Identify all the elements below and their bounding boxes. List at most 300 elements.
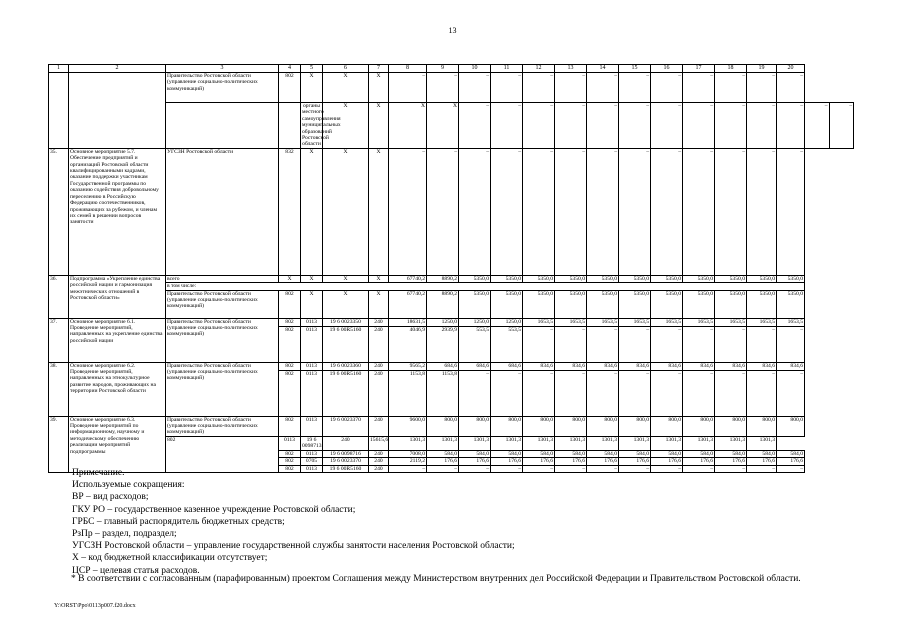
- column-number-16: 16: [651, 65, 683, 73]
- cell-csr-code: 19 6 00R5160: [323, 370, 369, 416]
- cell-year-2030: 1653,5: [777, 318, 805, 326]
- cell-year-2023: 5350,0: [555, 275, 587, 282]
- cell-year-2027: –: [683, 148, 715, 275]
- cell-year-2024: 176,6: [587, 458, 619, 465]
- cell-year-2027: 584,0: [683, 450, 715, 457]
- footnote: * В соответствии с согласованным (парафированным) проектом Соглашения между Министерством внутренних дел Российской Федерации и Правительством Ростовской области.: [71, 574, 801, 584]
- header-row: [49, 65, 854, 73]
- cell-year-2020: 584,0: [459, 450, 491, 457]
- cell-year-2025: 800,0: [619, 416, 651, 436]
- table-row: [49, 290, 854, 318]
- cell-row-number: 39.: [49, 416, 69, 472]
- cell-year-2024: 5350,0: [587, 275, 619, 282]
- cell-vr-code: 240: [369, 458, 389, 465]
- column-number-8: 8: [389, 65, 427, 73]
- cell-year-2022: 834,6: [523, 362, 555, 370]
- cell-year-2026: 1653,5: [651, 318, 683, 326]
- cell-year-2019: –: [427, 73, 459, 103]
- cell-year-2025: 584,0: [619, 450, 651, 457]
- cell-year-2021: 684,6: [491, 362, 523, 370]
- cell-year-2026: 834,6: [651, 362, 683, 370]
- cell-year-2026: 584,0: [651, 450, 683, 457]
- cell-total: 9565,2: [389, 362, 427, 370]
- column-number-12: 12: [523, 65, 555, 73]
- cell-year-2024: 584,0: [587, 450, 619, 457]
- column-number-1: 1: [49, 65, 69, 73]
- cell-value: –: [829, 103, 854, 149]
- cell-year-2026: 800,0: [651, 416, 683, 436]
- cell-year-2027: –: [683, 103, 715, 149]
- cell-rzpr-code: X: [301, 275, 323, 282]
- cell-year-2023: 1301,3: [555, 436, 587, 450]
- cell-year-2022: –: [523, 73, 555, 103]
- cell-total: 2119,2: [389, 458, 427, 465]
- cell-measure-name: Основное мероприятие 5.7. Обеспечение предприятий и организаций Ростовской области квалифицированными кадрами, оказание поддержки участникам Государственной программы по оказанию содействия добровольному переселению в Российскую Федерацию соотечественников, проживающих за рубежом, и членам их семей в решении вопросов занятости: [69, 148, 166, 275]
- cell-csr-code: X: [323, 290, 369, 318]
- cell-year-2029: 584,0: [747, 450, 777, 457]
- budget-table: [48, 64, 854, 473]
- column-number-7: 7: [369, 65, 389, 73]
- cell-year-2030: 800,0: [777, 416, 805, 436]
- cell-total: 67740,2: [389, 275, 427, 282]
- cell-csr-code: X: [323, 103, 369, 149]
- notes-title: Примечание.: [72, 468, 125, 478]
- notes-line: ЦСР – целевая статья расходов.: [72, 565, 200, 576]
- notes-line: РзПр – раздел, подраздел;: [72, 529, 177, 540]
- cell-year-2024: –: [587, 103, 619, 149]
- cell-year-2028: 5350,0: [715, 290, 747, 318]
- cell-year-2020: –: [459, 103, 491, 149]
- cell-year-2026: –: [651, 103, 683, 149]
- table-row: [49, 436, 854, 450]
- cell-year-2019: 584,0: [427, 450, 459, 457]
- cell-year-2030: 584,0: [777, 450, 805, 457]
- cell-grbs-code: 802: [279, 458, 301, 465]
- cell-year-2021: –: [491, 148, 523, 275]
- column-number-6: 6: [323, 65, 369, 73]
- column-number-3: 3: [166, 65, 279, 73]
- cell-rzpr-code: 0113: [301, 326, 323, 362]
- cell-measure-name: Подпрограмма «Укрепление единства российской нации и гармонизация межэтнических отношений в Ростовской области»: [69, 275, 166, 318]
- table-body: [49, 65, 854, 473]
- column-number-5: 5: [301, 65, 323, 73]
- cell-year-2020: 5350,0: [459, 290, 491, 318]
- cell-row-number: 36.: [49, 275, 69, 318]
- cell-year-2030: –: [777, 73, 805, 103]
- table-row: [49, 362, 854, 370]
- cell-csr-code: 19 6 0023370: [323, 458, 369, 465]
- cell-year-2028: –: [715, 326, 747, 362]
- cell-csr-code: 19 6 0023370: [323, 416, 369, 436]
- cell-year-2028: –: [715, 103, 747, 149]
- cell-rzpr-code: 0113: [301, 465, 323, 472]
- column-number-15: 15: [619, 65, 651, 73]
- cell-year-2020: 1301,3: [459, 436, 491, 450]
- cell-row-number: 38.: [49, 362, 69, 416]
- cell-year-2030: 834,6: [777, 362, 805, 370]
- cell-year-2030: –: [777, 148, 805, 275]
- table-row: [49, 416, 854, 436]
- cell-grbs-code: [279, 103, 301, 149]
- cell-year-2020: 553,5: [459, 326, 491, 362]
- column-number-11: 11: [491, 65, 523, 73]
- cell-year-2026: –: [651, 465, 683, 472]
- cell-year-2025: –: [619, 103, 651, 149]
- cell-year-2025: –: [619, 326, 651, 362]
- cell-csr-code: X: [323, 73, 369, 103]
- notes-line: ГРБС – главный распорядитель бюджетных средств;: [72, 516, 285, 527]
- cell-year-2021: 176,6: [491, 458, 523, 465]
- cell-year-2028: 176,6: [715, 458, 747, 465]
- cell-year-2019: X: [427, 103, 459, 149]
- cell-year-2029: –: [747, 148, 777, 275]
- cell-total: 67740,2: [389, 290, 427, 318]
- table-row: [49, 318, 854, 326]
- cell-total: –: [389, 465, 427, 472]
- cell-year-2029: 5350,0: [747, 275, 777, 282]
- cell-year-2022: –: [523, 370, 555, 416]
- cell-year-2026: 5350,0: [651, 290, 683, 318]
- cell-total: 4046,9: [389, 326, 427, 362]
- cell-year-2030: 5350,0: [777, 290, 805, 318]
- cell-rzpr-code: органы местного самоуправления муниципальных образований Ростовской области: [302, 103, 341, 148]
- cell-year-2019: 1153,8: [427, 370, 459, 416]
- cell-year-2028: 800,0: [715, 416, 747, 436]
- cell-year-2027: –: [683, 73, 715, 103]
- cell-year-2025: –: [619, 370, 651, 416]
- cell-year-2023: –: [555, 103, 587, 149]
- cell-year-2021: 553,5: [491, 326, 523, 362]
- cell-total: –: [389, 73, 427, 103]
- cell-vr-code: 240: [369, 465, 389, 472]
- cell-year-2021: 5350,0: [491, 290, 523, 318]
- cell-csr-code: 19 6 0098716: [323, 450, 369, 457]
- cell-year-2024: 1653,5: [587, 318, 619, 326]
- cell-grbs-code: 802: [279, 290, 301, 318]
- cell-year-2024: –: [587, 148, 619, 275]
- column-number-13: 13: [555, 65, 587, 73]
- cell-year-2019: –: [427, 148, 459, 275]
- cell-executor: УГСЗН Ростовской области: [166, 148, 279, 275]
- cell-year-2028: –: [715, 73, 747, 103]
- cell-grbs-code: 802: [279, 465, 301, 472]
- cell-executor: Правительство Ростовской области (управление социально-политических коммуникаций): [166, 318, 279, 362]
- cell-year-2028: 834,6: [715, 362, 747, 370]
- cell-csr-code: 19 6 00R5160: [323, 326, 369, 362]
- cell-year-2027: 1301,3: [683, 436, 715, 450]
- cell-vr-code: 240: [369, 326, 389, 362]
- cell-csr-code: 19 6 0023350: [323, 318, 369, 326]
- cell-year-2025: 1653,5: [619, 318, 651, 326]
- cell-year-2019: –: [427, 465, 459, 472]
- cell-grbs-code: 832: [279, 148, 301, 275]
- cell-year-2027: –: [683, 326, 715, 362]
- cell-year-2022: 1653,5: [523, 318, 555, 326]
- cell-year-2022: 176,6: [523, 458, 555, 465]
- cell-year-2025: –: [619, 73, 651, 103]
- cell-year-2024: –: [587, 370, 619, 416]
- cell-year-2024: 834,6: [587, 362, 619, 370]
- cell-year-2022: 800,0: [523, 416, 555, 436]
- cell-year-2019: 800,0: [427, 416, 459, 436]
- cell-executor: Правительство Ростовской области (управление социально-политических коммуникаций): [166, 416, 279, 436]
- cell-rzpr-code: 19 6 0098713: [302, 436, 322, 450]
- cell-rzpr-code: X: [301, 73, 323, 103]
- cell-year-2021: 584,0: [491, 450, 523, 457]
- cell-year-2021: 1301,3: [491, 436, 523, 450]
- cell-year-2027: 176,6: [683, 458, 715, 465]
- cell-vr-code: X: [369, 275, 389, 282]
- table-row: [49, 275, 854, 282]
- cell-year-2024: 1301,3: [587, 436, 619, 450]
- cell-year-2026: 176,6: [651, 458, 683, 465]
- cell-year-2019: 176,6: [427, 458, 459, 465]
- cell-year-2020: 800,0: [459, 416, 491, 436]
- cell-csr-code: X: [323, 275, 369, 282]
- page-number: 13: [448, 26, 457, 35]
- cell-executor: Правительство Ростовской области (управление социально-политических коммуникаций): [166, 290, 279, 318]
- notes-block: [72, 467, 515, 577]
- cell-year-2022: 584,0: [523, 450, 555, 457]
- cell-year-2030: 176,6: [777, 458, 805, 465]
- cell-year-2024: 5350,0: [587, 290, 619, 318]
- cell-year-2019: 1250,0: [427, 318, 459, 326]
- cell-year-2029: 176,6: [747, 458, 777, 465]
- cell-year-2029: 834,6: [747, 362, 777, 370]
- cell-year-2027: –: [683, 465, 715, 472]
- column-number-2: 2: [69, 65, 166, 73]
- cell-year-2019: 8890,2: [427, 275, 459, 282]
- cell-year-2029: 1301,3: [747, 436, 777, 450]
- cell-year-2027: 800,0: [683, 416, 715, 436]
- cell-executor: Правительство Ростовской области (управление социально-политических коммуникаций): [166, 362, 279, 416]
- cell-rzpr-code: X: [301, 290, 323, 318]
- cell-grbs-code: 802: [279, 73, 301, 103]
- column-number-14: 14: [587, 65, 619, 73]
- cell-year-2027: 5350,0: [683, 275, 715, 282]
- cell-year-2023: 176,6: [555, 458, 587, 465]
- cell-value: –: [805, 103, 830, 149]
- cell-year-2020: 176,6: [459, 458, 491, 465]
- cell-year-2026: 5350,0: [651, 275, 683, 282]
- cell-year-2020: 684,6: [459, 362, 491, 370]
- cell-year-2025: 834,6: [619, 362, 651, 370]
- cell-year-2024: –: [587, 465, 619, 472]
- cell-grbs-code: 0113: [279, 436, 301, 450]
- cell-year-2026: 1301,3: [651, 436, 683, 450]
- cell-year-2027: 1653,5: [683, 318, 715, 326]
- cell-year-2027: –: [683, 370, 715, 416]
- file-path: Y:\ORST\Ppo\0113p007.f20.docx: [54, 603, 136, 609]
- cell-vr-code: 240: [369, 362, 389, 370]
- cell-year-2026: –: [651, 370, 683, 416]
- cell-year-2029: –: [747, 73, 777, 103]
- cell-rzpr-code: 0705: [301, 458, 323, 465]
- cell-csr-code: X: [323, 148, 369, 275]
- cell-year-2023: –: [555, 326, 587, 362]
- cell-row-number: [49, 73, 69, 149]
- cell-measure-name: [69, 73, 166, 149]
- cell-vr-code: X: [369, 148, 389, 275]
- cell-year-2028: –: [715, 370, 747, 416]
- cell-year-2030: –: [777, 465, 805, 472]
- cell-year-2019: 2939,9: [427, 326, 459, 362]
- cell-year-2029: –: [747, 370, 777, 416]
- cell-year-2025: 5350,0: [619, 275, 651, 282]
- cell-year-2030: –: [777, 103, 805, 149]
- cell-vr-code: 15615,6: [369, 436, 389, 450]
- cell-year-2020: 5350,0: [459, 275, 491, 282]
- cell-total: 1301,3: [389, 436, 427, 450]
- table-row: [49, 103, 854, 149]
- cell-year-2020: 1250,0: [459, 318, 491, 326]
- cell-grbs-code: 802: [279, 370, 301, 416]
- cell-year-2023: 1653,5: [555, 318, 587, 326]
- cell-year-2023: –: [555, 370, 587, 416]
- cell-year-2025: 5350,0: [619, 290, 651, 318]
- cell-year-2023: –: [555, 73, 587, 103]
- cell-year-2029: –: [747, 465, 777, 472]
- cell-year-2023: 584,0: [555, 450, 587, 457]
- cell-year-2028: –: [715, 465, 747, 472]
- cell-grbs-code: 802: [279, 362, 301, 370]
- cell-rzpr-code: 0113: [301, 450, 323, 457]
- cell-year-2022: –: [523, 103, 555, 149]
- cell-csr-code: 240: [323, 436, 369, 450]
- cell-year-2025: –: [619, 465, 651, 472]
- cell-executor: Правительство Ростовской области (управление социально-политических коммуникаций): [166, 73, 279, 103]
- cell-csr-code: 19 6 0023360: [323, 362, 369, 370]
- column-number-20: 20: [777, 65, 805, 73]
- cell-row-number: 35.: [49, 148, 69, 275]
- cell-vr-code: 240: [369, 370, 389, 416]
- cell-year-2020: –: [459, 148, 491, 275]
- cell-vr-code: X: [369, 290, 389, 318]
- cell-year-2029: –: [747, 103, 777, 149]
- cell-executor: всего: [166, 275, 279, 282]
- cell-vr-code: X: [369, 103, 389, 149]
- cell-year-2023: –: [555, 148, 587, 275]
- cell-total: –: [389, 148, 427, 275]
- cell-rzpr-code: 0113: [301, 370, 323, 416]
- column-number-9: 9: [427, 65, 459, 73]
- cell-year-2019: 8890,2: [427, 290, 459, 318]
- cell-year-2025: 1301,3: [619, 436, 651, 450]
- cell-vr-code: X: [369, 73, 389, 103]
- cell-year-2021: –: [491, 370, 523, 416]
- cell-grbs-code: 802: [279, 318, 301, 326]
- cell-total: 1153,8: [389, 370, 427, 416]
- cell-csr-code: 19 6 00R5160: [323, 465, 369, 472]
- column-number-17: 17: [683, 65, 715, 73]
- cell-total: 9600,0: [389, 416, 427, 436]
- cell-year-2024: 800,0: [587, 416, 619, 436]
- cell-year-2021: –: [491, 103, 523, 149]
- cell-year-2023: 5350,0: [555, 290, 587, 318]
- cell-year-2028: 5350,0: [715, 275, 747, 282]
- cell-total: X: [389, 103, 427, 149]
- cell-year-2028: 1653,5: [715, 318, 747, 326]
- notes-line: ВР – вид расходов;: [72, 492, 149, 503]
- cell-measure-name: Основное мероприятие 6.1. Проведение мероприятий, направленных на укрепление единства российской нации: [69, 318, 166, 362]
- cell-rzpr-code: 0113: [301, 318, 323, 326]
- cell-year-2029: 5350,0: [747, 290, 777, 318]
- cell-year-2026: –: [651, 326, 683, 362]
- cell-year-2029: 1653,5: [747, 318, 777, 326]
- cell-year-2026: –: [651, 148, 683, 275]
- column-number-18: 18: [715, 65, 747, 73]
- cell-year-2028: 584,0: [715, 450, 747, 457]
- cell-year-2022: 1301,3: [523, 436, 555, 450]
- cell-grbs-code: 802: [279, 416, 301, 436]
- cell-year-2024: –: [587, 326, 619, 362]
- cell-year-2020: –: [459, 370, 491, 416]
- cell-year-2023: –: [555, 465, 587, 472]
- table-row: [49, 73, 854, 103]
- column-number-19: 19: [747, 65, 777, 73]
- cell-year-2021: –: [491, 73, 523, 103]
- cell-year-2021: 1250,0: [491, 318, 523, 326]
- cell-year-2028: –: [715, 148, 747, 275]
- column-number-4: 4: [279, 65, 301, 73]
- cell-year-2027: 834,6: [683, 362, 715, 370]
- cell-vr-code: 240: [369, 450, 389, 457]
- cell-year-2027: 5350,0: [683, 290, 715, 318]
- cell-year-2020: –: [459, 73, 491, 103]
- cell-total: 18631,5: [389, 318, 427, 326]
- cell-measure-name: Основное мероприятие 6.3. Проведение мероприятий по информационному, научному и методическому обеспечению реализации мероприятий подпрограммы: [69, 416, 166, 472]
- table-row: [49, 148, 854, 275]
- cell-grbs-code: 802: [279, 450, 301, 457]
- column-number-10: 10: [459, 65, 491, 73]
- cell-grbs-code: 802: [279, 326, 301, 362]
- cell-year-2023: 800,0: [555, 416, 587, 436]
- cell-year-2022: –: [523, 326, 555, 362]
- cell-year-2022: 5350,0: [523, 275, 555, 282]
- cell-row-number: 37.: [49, 318, 69, 362]
- cell-year-2029: 800,0: [747, 416, 777, 436]
- cell-rzpr-code: X: [301, 148, 323, 275]
- cell-year-2021: –: [491, 465, 523, 472]
- cell-executor: в том числе:: [166, 283, 805, 290]
- cell-year-2030: –: [777, 326, 805, 362]
- cell-year-2024: –: [587, 73, 619, 103]
- notes-line: Х – код бюджетной классификации отсутствует;: [72, 553, 268, 564]
- notes-line: Используемые сокращения:: [72, 480, 185, 491]
- cell-measure-name: Основное мероприятие 6.2. Проведение мероприятий, направленных на этнокультурное развитие народов, проживающих на территории Ростовской области: [69, 362, 166, 416]
- cell-year-2023: 834,6: [555, 362, 587, 370]
- table-row: [49, 283, 854, 290]
- cell-grbs-code: X: [279, 275, 301, 282]
- cell-year-2022: –: [523, 465, 555, 472]
- cell-year-2030: –: [777, 370, 805, 416]
- cell-rzpr-code: 0113: [301, 362, 323, 370]
- cell-vr-code: 240: [369, 416, 389, 436]
- cell-total: 7008,0: [389, 450, 427, 457]
- cell-vr-code: 240: [369, 318, 389, 326]
- cell-year-2026: –: [651, 73, 683, 103]
- cell-year-2021: 5350,0: [491, 275, 523, 282]
- cell-year-2022: 5350,0: [523, 290, 555, 318]
- cell-year-2028: 1301,3: [715, 436, 747, 450]
- cell-year-2025: 176,6: [619, 458, 651, 465]
- cell-year-2025: –: [619, 148, 651, 275]
- cell-year-2030: 5350,0: [777, 275, 805, 282]
- cell-year-2019: 1301,3: [427, 436, 459, 450]
- cell-year-2029: –: [747, 326, 777, 362]
- cell-executor: 802: [166, 436, 279, 472]
- cell-year-2022: –: [523, 148, 555, 275]
